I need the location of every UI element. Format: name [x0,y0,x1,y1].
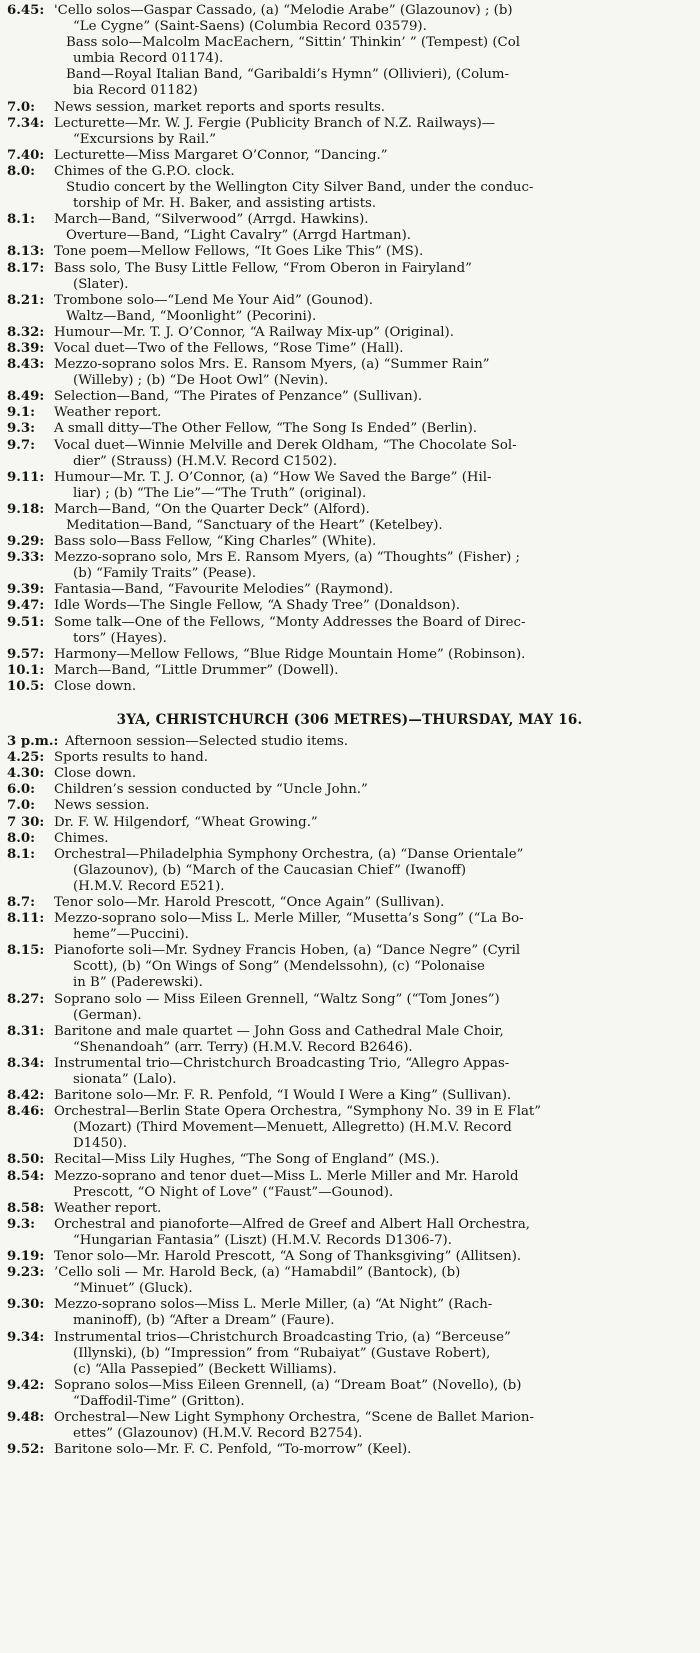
entry-line: Some talk—One of the Fellows, “Monty Addresses the Board of Direc- [54,614,526,630]
entry-line: Band—Royal Italian Band, “Garibaldi’s Hymn” (Ollivieri), (Colum- [66,67,509,83]
programme-entry [7,1169,692,1201]
entry-time: 8.46: [7,1104,45,1120]
programme-entry [7,293,692,325]
entry-line: A small ditty—The Other Fellow, “The Song Is Ended” (Berlin). [54,421,478,437]
entry-time: 9.34: [7,1329,45,1345]
entry-line: Lecturette—Miss Margaret O’Connor, “Dancing.” [54,147,388,163]
entry-time: 9.7: [7,437,36,453]
programme-entry [7,679,692,695]
programme-entry [7,261,692,293]
entry-line: Dr. F. W. Hilgendorf, “Wheat Growing.” [54,814,318,830]
programme-entry [7,421,692,437]
programme-entry [7,1152,692,1168]
entry-line: Orchestral—Philadelphia Symphony Orchestra, (a) “Danse Orientale” [54,846,524,862]
entry-time: 4.25: [7,750,45,766]
entry-line: (Glazounov), (b) “March of the Caucasian Chief” (Iwanoff) [73,862,467,878]
entry-line: Baritone solo—Mr. F. R. Penfold, “I Would I Were a King” (Sullivan). [54,1088,512,1104]
entry-line: Weather report. [54,405,162,421]
christchurch-programme-section [7,734,692,1458]
entry-description [54,992,692,1024]
entry-description [54,663,692,679]
programme-entry [7,1056,692,1088]
entry-description [54,1024,692,1056]
entry-time: 8.32: [7,324,45,340]
entry-line: D1450). [73,1136,127,1152]
programme-entry [7,502,692,534]
entry-description [54,1169,692,1201]
entry-description [65,734,692,750]
entry-description [54,582,692,598]
programme-entry [7,911,692,943]
entry-line: Vocal duet—Two of the Fellows, “Rose Time” (Hall). [54,340,404,356]
programme-entry [7,100,692,116]
entry-time: 7.0: [7,99,36,115]
entry-description [54,815,692,831]
entry-time: 9.1: [7,405,36,421]
programme-entry [7,1297,692,1329]
entry-time: 9.29: [7,534,45,550]
entry-line: ettes” (Glazounov) (H.M.V. Record B2754). [73,1426,363,1442]
entry-description [54,1201,692,1217]
programme-entry [7,598,692,614]
programme-entry [7,3,692,100]
entry-line: ’Cello soli — Mr. Harold Beck, (a) “Hamabdil” (Bantock), (b) [54,1265,461,1281]
entry-line: March—Band, “Silverwood” (Arrgd. Hawkins). [54,212,369,228]
entry-time: 8.39: [7,340,45,356]
programme-entry [7,1410,692,1442]
entry-description [54,1442,692,1458]
entry-line: Meditation—Band, “Sanctuary of the Heart” (Ketelbey). [66,518,443,533]
entry-description [54,357,692,389]
programme-entry [7,1024,692,1056]
entry-line: 'Cello solos—Gaspar Cassado, (a) “Melodie Arabe” (Glazounov) ; (b) [54,3,513,18]
entry-line: (Mozart) (Third Movement—Menuett, Allegretto) (H.M.V. Record [73,1120,512,1136]
entry-time: 8.0: [7,830,36,846]
entry-description [54,3,692,100]
programme-entry [7,1265,692,1297]
entry-time: 9.39: [7,582,45,598]
programme-entry [7,116,692,148]
programme-entry [7,750,692,766]
programme-entry [7,798,692,814]
entry-description [54,502,692,534]
entry-line: (Willeby) ; (b) “De Hoot Owl” (Nevin). [73,373,329,389]
entry-line: Mezzo-soprano solo—Miss L. Merle Miller, “Musetta’s Song” (“La Bo- [54,911,524,927]
programme-entry [7,734,692,750]
entry-line: Instrumental trios—Christchurch Broadcasting Trio, (a) “Berceuse” [54,1329,511,1345]
entry-time: 8.13: [7,244,45,260]
entry-line: “Le Cygne” (Saint-Saens) (Columbia Record 03579). [73,19,427,35]
programme-entry [7,943,692,991]
entry-line: torship of Mr. H. Baker, and assisting artists. [73,196,377,212]
programme-entry [7,244,692,260]
entry-time: 9.19: [7,1249,45,1265]
entry-line: Mezzo-soprano solo, Mrs E. Ransom Myers, (a) “Thoughts” (Fisher) ; [54,550,521,566]
entry-line: Vocal duet—Winnie Melville and Derek Oldham, “The Chocolate Sol- [54,437,517,453]
entry-description [54,1152,692,1168]
entry-line: maninoff), (b) “After a Dream” (Faure). [73,1313,335,1329]
entry-time: 9.30: [7,1297,45,1313]
entry-time: 8.31: [7,1023,45,1039]
programme-entry [7,341,692,357]
entry-description [54,421,692,437]
programme-entry [7,1330,692,1378]
entry-line: tors” (Hayes). [73,630,167,646]
entry-time: 9.23: [7,1265,45,1281]
programme-entry [7,582,692,598]
entry-description [54,100,692,116]
entry-line: “Excursions by Rail.” [73,131,217,147]
programme-entry [7,766,692,782]
entry-line: Overture—Band, “Light Cavalry” (Arrgd Hartman). [66,228,411,244]
entry-description [54,438,692,470]
programme-entry [7,405,692,421]
entry-description [54,1297,692,1329]
entry-line: March—Band, “On the Quarter Deck” (Alford). [54,501,370,517]
entry-line: Studio concert by the Wellington City Silver Band, under the conduc- [66,180,534,196]
entry-time: 8.27: [7,991,45,1007]
entry-line: umbia Record 01174). [73,51,224,67]
entry-line: Tenor solo—Mr. Harold Prescott, “A Song of Thanksgiving” (Allitsen). [54,1249,522,1265]
entry-line: Bass solo—Bass Fellow, “King Charles” (White). [54,534,377,550]
entry-line: Mezzo-soprano solos—Miss L. Merle Miller, (a) “At Night” (Rach- [54,1297,493,1313]
entry-time: 8.42: [7,1088,45,1104]
entry-line: Humour—Mr. T. J. O’Connor, “A Railway Mix-up” (Original). [54,324,454,340]
entry-time: 8.50: [7,1152,45,1168]
entry-time: 8.0: [7,163,36,179]
entry-time: 8.21: [7,292,45,308]
entry-time: 9.11: [7,469,45,485]
entry-line: Baritone solo—Mr. F. C. Penfold, “To-morrow” (Keel). [54,1442,412,1458]
entry-time: 8.49: [7,389,45,405]
entry-description [54,550,692,582]
entry-line: Close down. [54,766,137,782]
entry-line: Bass solo—Malcolm MacEachern, “Sittin’ Thinkin’ ” (Tempest) (Col [66,35,520,51]
entry-time: 8.1: [7,846,36,862]
entry-time: 8.11: [7,911,45,927]
entry-description [54,831,692,847]
entry-line: Lecturette—Mr. W. J. Fergie (Publicity Branch of N.Z. Railways)— [54,115,496,131]
entry-line: Chimes. [54,830,109,846]
entry-line: (German). [73,1007,142,1023]
entry-line: Soprano solo — Miss Eileen Grennell, “Waltz Song” (“Tom Jones”) [54,991,500,1007]
entry-line: liar) ; (b) “The Lie”—“The Truth” (original). [73,485,367,501]
entry-description [54,116,692,148]
entry-line: Mezzo-soprano solos Mrs. E. Ransom Myers, (a) “Summer Rain” [54,357,490,373]
programme-entry [7,1378,692,1410]
entry-description [54,943,692,991]
entry-line: Waltz—Band, “Moonlight” (Pecorini). [66,308,317,324]
entry-line: “Daffodil-Time” (Gritton). [73,1393,245,1409]
entry-line: in B” (Paderewski). [73,975,203,991]
entry-time: 10.1: [7,662,45,678]
entry-description [54,164,692,212]
entry-line: Sports results to hand. [54,750,209,766]
programme-entry [7,148,692,164]
entry-description [54,261,692,293]
entry-line: Mezzo-soprano and tenor duet—Miss L. Merle Miller and Mr. Harold [54,1168,519,1184]
entry-line: Close down. [54,678,137,694]
entry-line: Weather report. [54,1200,162,1216]
entry-line: Recital—Miss Lily Hughes, “The Song of England” (MS.). [54,1152,440,1168]
entry-line: sionata” (Lalo). [73,1072,177,1087]
entry-time: 7.34: [7,115,45,131]
entry-description [54,598,692,614]
entry-time: 3 p.m.: [7,734,59,750]
entry-line: (b) “Family Traits” (Pease). [73,566,257,582]
entry-time: 6.45: [7,3,45,18]
entry-description [54,1330,692,1378]
programme-entry [7,1104,692,1152]
entry-line: Prescott, “O Night of Love” (“Faust”—Gounod). [73,1184,394,1200]
programme-entry [7,992,692,1024]
entry-time: 9.3: [7,1216,36,1232]
programme-entry [7,895,692,911]
entry-description [54,1217,692,1249]
programme-entry [7,615,692,647]
programme-entry [7,1201,692,1217]
entry-line: Tenor solo—Mr. Harold Prescott, “Once Again” (Sullivan). [54,894,445,910]
entry-line: bia Record 01182) [73,83,198,99]
entry-line: “Shenandoah” (arr. Terry) (H.M.V. Record B2646). [73,1039,413,1055]
entry-line: Orchestral—New Light Symphony Orchestra, “Scene de Ballet Marion- [54,1409,534,1425]
entry-description [54,615,692,647]
entry-time: 7.40: [7,147,45,163]
entry-description [54,1056,692,1088]
entry-line: Baritone and male quartet — John Goss and Cathedral Male Choir, [54,1023,504,1039]
programme-entry [7,847,692,895]
entry-description [54,148,692,164]
programme-entry [7,325,692,341]
entry-line: “Hungarian Fantasia” (Liszt) (H.M.V. Records D1306-7). [73,1232,452,1248]
entry-line: Orchestral and pianoforte—Alfred de Greef and Albert Hall Orchestra, [54,1216,531,1232]
entry-line: heme”—Puccini). [73,927,189,943]
entry-line: Humour—Mr. T. J. O’Connor, (a) “How We Saved the Barge” (Hil- [54,469,492,485]
entry-time: 8.1: [7,212,36,228]
entry-description [54,782,692,798]
entry-description [54,325,692,341]
entry-time: 8.58: [7,1200,45,1216]
entry-description [54,405,692,421]
programme-entry [7,470,692,502]
entry-time: 8.17: [7,260,45,276]
entry-line: Harmony—Mellow Fellows, “Blue Ridge Mountain Home” (Robinson). [54,646,526,662]
programme-entry [7,438,692,470]
entry-description [54,341,692,357]
entry-description [54,470,692,502]
entry-description [54,1410,692,1442]
entry-time: 9.52: [7,1442,45,1458]
programme-entry [7,782,692,798]
entry-description [54,911,692,943]
entry-line: (Slater). [73,276,129,292]
entry-line: Orchestral—Berlin State Opera Orchestra, “Symphony No. 39 in E Flat” [54,1104,542,1120]
programme-entry [7,357,692,389]
entry-time: 9.48: [7,1409,45,1425]
wellington-programme-section [7,3,692,695]
entry-description [54,293,692,325]
entry-line: Scott), (b) “On Wings of Song” (Mendelssohn), (c) “Polonaise [73,959,485,975]
programme-entry [7,1249,692,1265]
entry-line: News session, market reports and sports results. [54,99,386,115]
entry-description [54,534,692,550]
entry-description [54,798,692,814]
christchurch-station-heading: 3YA, CHRISTCHURCH (306 METRES)—THURSDAY, MAY 16. [116,712,583,729]
entry-time: 10.5: [7,678,45,694]
entry-line: (H.M.V. Record E521). [73,878,225,894]
entry-line: News session. [54,798,150,814]
programme-entry [7,389,692,405]
entry-description [54,766,692,782]
entry-line: March—Band, “Little Drummer” (Dowell). [54,662,339,678]
programme-entry [7,550,692,582]
entry-line: Bass solo, The Busy Little Fellow, “From Oberon in Fairyland” [54,260,472,276]
entry-line: (Illynski), (b) “Impression” from “Rubaiyat” (Gustave Robert), [73,1345,491,1361]
entry-line: Soprano solos—Miss Eileen Grennell, (a) “Dream Boat” (Novello), (b) [54,1377,522,1393]
entry-time: 8.54: [7,1168,45,1184]
entry-time: 8.34: [7,1055,45,1071]
entry-time: 9.51: [7,614,45,630]
entry-line: dier” (Strauss) (H.M.V. Record C1502). [73,453,338,469]
entry-time: 9.33: [7,550,45,566]
entry-line: (c) “Alla Passepied” (Beckett Williams). [73,1361,337,1377]
entry-description [54,750,692,766]
entry-time: 8.43: [7,357,45,373]
entry-time: 9.47: [7,598,45,614]
entry-line: Pianoforte soli—Mr. Sydney Francis Hoben, (a) “Dance Negre” (Cyril [54,943,521,959]
entry-description [54,389,692,405]
entry-description [54,847,692,895]
entry-line: Idle Words—The Single Fellow, “A Shady Tree” (Donaldson). [54,598,460,614]
programme-entry [7,534,692,550]
programme-entry [7,831,692,847]
entry-description [54,1249,692,1265]
entry-line: Children’s session conducted by “Uncle John.” [54,782,368,798]
programme-entry [7,1442,692,1458]
entry-description [54,1104,692,1152]
entry-line: Tone poem—Mellow Fellows, “It Goes Like This” (MS). [54,244,424,260]
programme-entry [7,1217,692,1249]
programme-entry [7,647,692,663]
entry-line: Instrumental trio—Christchurch Broadcasting Trio, “Allegro Appas- [54,1055,510,1071]
entry-line: Trombone solo—“Lend Me Your Aid” (Gounod). [54,292,373,308]
entry-line: “Minuet” (Gluck). [73,1281,193,1297]
entry-description [54,647,692,663]
entry-time: 9.57: [7,646,45,662]
entry-description [54,1378,692,1410]
entry-description [54,679,692,695]
entry-time: 8.15: [7,943,45,959]
entry-time: 9.3: [7,421,36,437]
entry-time: 9.18: [7,501,45,517]
entry-description [54,212,692,244]
programme-entry [7,212,692,244]
entry-time: 8.7: [7,894,36,910]
programme-entry [7,164,692,212]
entry-time: 4.30: [7,766,45,782]
programme-entry [7,1088,692,1104]
entry-line: Selection—Band, “The Pirates of Penzance” (Sullivan). [54,389,423,405]
entry-line: Chimes of the G.P.O. clock. [54,163,235,179]
entry-time: 6.0: [7,782,36,798]
entry-description [54,1088,692,1104]
entry-time: 7.0: [7,798,36,814]
programme-entry [7,815,692,831]
entry-description [54,1265,692,1297]
entry-line: Fantasia—Band, “Favourite Melodies” (Raymond). [54,582,394,598]
entry-line: Afternoon session—Selected studio items. [65,734,349,750]
programme-entry [7,663,692,679]
entry-time: 7 30: [7,814,45,830]
entry-description [54,895,692,911]
entry-description [54,244,692,260]
entry-time: 9.42: [7,1377,45,1393]
